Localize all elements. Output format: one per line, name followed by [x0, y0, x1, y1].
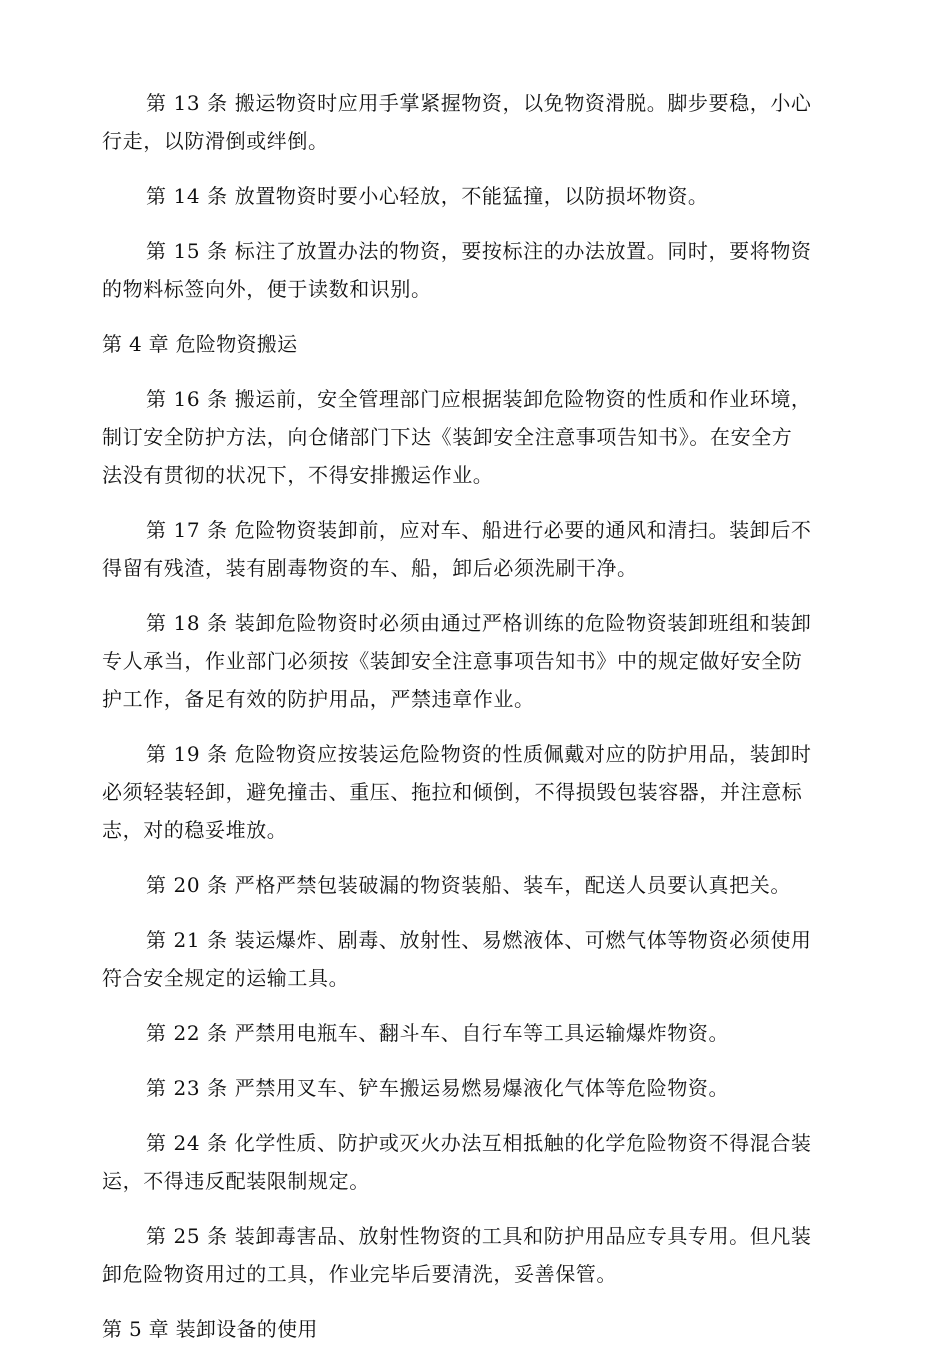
paragraph-line: 第 16 条 搬运前，安全管理部门应根据装卸危险物资的性质和作业环境，: [146, 387, 812, 411]
chapter-heading: [102, 1310, 858, 1348]
paragraph-line: 运，不得违反配装限制规定。: [102, 1169, 370, 1193]
paragraph-line: 护工作，备足有效的防护用品，严禁违章作业。: [102, 687, 535, 711]
paragraph-line: 行走，以防滑倒或绊倒。: [102, 129, 329, 153]
paragraph-line: 必须轻装轻卸，避免撞击、重压、拖拉和倾倒，不得损毁包装容器，并注意标: [102, 780, 803, 804]
paragraph-line: 制订安全防护方法，向仓储部门下达《装卸安全注意事项告知书》。在安全方: [102, 425, 793, 449]
article-paragraph: [102, 232, 858, 308]
article-paragraph: [102, 84, 858, 160]
paragraph-line: 的物料标签向外，便于读数和识别。: [102, 277, 432, 301]
paragraph-line: 第 17 条 危险物资装卸前，应对车、船进行必要的通风和清扫。装卸后不: [146, 518, 812, 542]
paragraph-line: 专人承当，作业部门必须按《装卸安全注意事项告知书》中的规定做好安全防: [102, 649, 803, 673]
chapter-heading-text: 第 5 章 装卸设备的使用: [102, 1317, 318, 1341]
paragraph-line: 第 25 条 装卸毒害品、放射性物资的工具和防护用品应专具专用。但凡装: [146, 1224, 812, 1248]
chapter-heading: [102, 325, 858, 363]
paragraph-line: 得留有残渣，装有剧毒物资的车、船，卸后必须洗刷干净。: [102, 556, 638, 580]
paragraph-line: 第 22 条 严禁用电瓶车、翻斗车、自行车等工具运输爆炸物资。: [146, 1021, 730, 1045]
article-paragraph: [102, 1217, 858, 1293]
article-paragraph: [102, 511, 858, 587]
article-paragraph: [102, 604, 858, 718]
paragraph-line: 第 15 条 标注了放置办法的物资，要按标注的办法放置。同时，要将物资: [146, 239, 812, 263]
article-paragraph: [102, 735, 858, 849]
paragraph-line: 第 21 条 装运爆炸、剧毒、放射性、易燃液体、可燃气体等物资必须使用: [146, 928, 812, 952]
paragraph-line: 第 19 条 危险物资应按装运危险物资的性质佩戴对应的防护用品，装卸时: [146, 742, 812, 766]
article-paragraph: [102, 1014, 858, 1052]
article-paragraph: [102, 1069, 858, 1107]
paragraph-line: 第 23 条 严禁用叉车、铲车搬运易燃易爆液化气体等危险物资。: [146, 1076, 730, 1100]
article-paragraph: [102, 1124, 858, 1200]
paragraph-line: 第 18 条 装卸危险物资时必须由通过严格训练的危险物资装卸班组和装卸: [146, 611, 812, 635]
document-body: [102, 84, 858, 1365]
paragraph-line: 志，对的稳妥堆放。: [102, 818, 288, 842]
paragraph-line: 第 14 条 放置物资时要小心轻放，不能猛撞，以防损坏物资。: [146, 184, 709, 208]
paragraph-line: 第 13 条 搬运物资时应用手掌紧握物资，以免物资滑脱。脚步要稳，小心: [146, 91, 812, 115]
article-paragraph: [102, 866, 858, 904]
article-paragraph: [102, 921, 858, 997]
paragraph-line: 第 24 条 化学性质、防护或灭火办法互相抵触的化学危险物资不得混合装: [146, 1131, 812, 1155]
paragraph-line: 第 20 条 严格严禁包装破漏的物资装船、装车，配送人员要认真把关。: [146, 873, 791, 897]
paragraph-line: 符合安全规定的运输工具。: [102, 966, 350, 990]
paragraph-line: 法没有贯彻的状况下，不得安排搬运作业。: [102, 463, 494, 487]
paragraph-line: 卸危险物资用过的工具，作业完毕后要清洗，妥善保管。: [102, 1262, 617, 1286]
article-paragraph: [102, 177, 858, 215]
chapter-heading-text: 第 4 章 危险物资搬运: [102, 332, 298, 356]
article-paragraph: [102, 380, 858, 494]
